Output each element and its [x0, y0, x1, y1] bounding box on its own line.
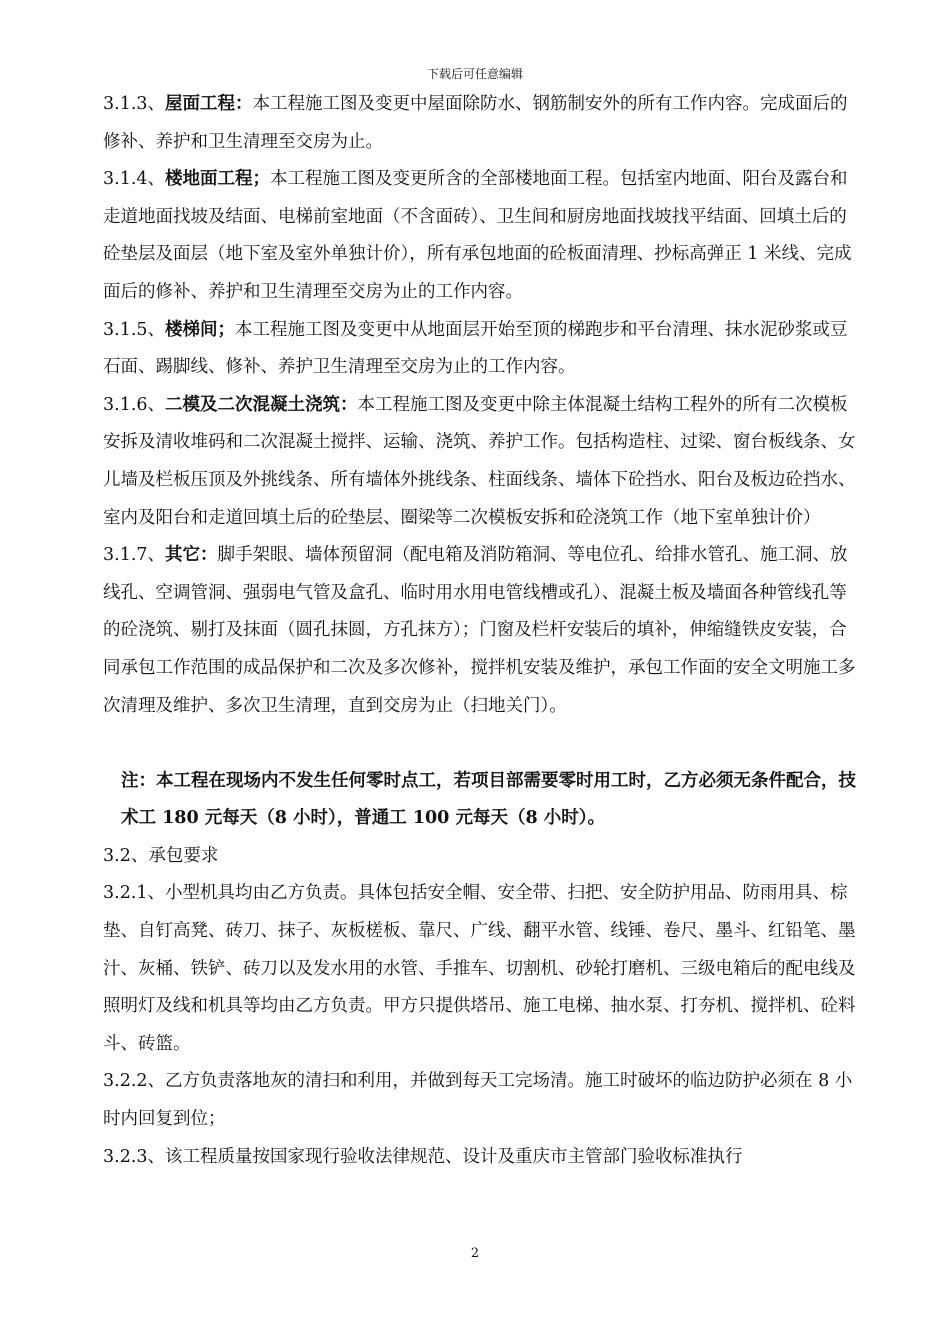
blank-line [103, 725, 863, 763]
clause-title: 二模及二次混凝土浇筑： [165, 394, 358, 415]
clause-text: 本工程施工图及变更中除主体混凝土结构工程外的所有二次模板安拆及清收堆码和二次混凝土搅拌、运输、浇筑、养护工作。包括构造柱、过梁、窗台板线条、女儿墙及栏板压顶及外挑线条、所有墙体外挑线条、柱面线条、墙体下砼挡水、阳台及板边砼挡水、室内及阳台和走道回填土后的砼垫层、圈梁等二次模板安拆和砼浇筑工作（地下室单独计价） [103, 394, 856, 528]
paragraph-3-2-3: 3.2.3、该工程质量按国家现行验收法律规范、设计及重庆市主管部门验收标准执行 [103, 1146, 743, 1167]
paragraph-3-1-7 [103, 537, 863, 725]
section-heading-3-2: 3.2、承包要求 [103, 845, 219, 866]
clause-number: 3.1.7、 [103, 545, 166, 566]
paragraph-3-1-5 [103, 312, 863, 387]
paragraph-3-1-6 [103, 387, 863, 537]
clause-text: 本工程施工图及变更所含的全部楼地面工程。包括室内地面、阳台及露台和走道地面找坡及结面、电梯前室地面（不含面砖）、卫生间和厨房地面找坡找平结面、回填土后的砼垫层及面层（地下室及室外单独计价），所有承包地面的砼板面清理、抄标高弹正 1 米线、完成面后的修补、养护和卫生清理至交房为止的工作内容。 [103, 169, 852, 302]
clause-number: 3.1.4、 [103, 169, 166, 190]
paragraph-3-1-4 [103, 161, 863, 311]
paragraph-3-2-1: 3.2.1、小型机具均由乙方负责。具体包括安全帽、安全带、扫把、安全防护用品、防雨用具、棕垫、自钉高凳、砖刀、抹子、灰板槎板、靠尺、广线、翻平水管、线锤、卷尺、墨斗、红铅笔、墨汁、灰桶、铁铲、砖刀以及发水用的水管、手推车、切割机、砂轮打磨机、三级电箱后的配电线及照明灯及线和机具等均由乙方负责。甲方只提供塔吊、施工电梯、抽水泵、打夯机、搅拌机、砼料斗、砖篮。 [103, 883, 856, 1054]
clause-title: 屋面工程： [165, 94, 253, 114]
note-paragraph: 注：本工程在现场内不发生任何零时点工，若项目部需要零时用工时，乙方必须无条件配合，技术工 180 元每天（8 小时），普通工 100 元每天（8 小时）。 [121, 770, 856, 829]
clause-text: 本工程施工图及变更中从地面层开始至顶的梯跑步和平台清理、抹水泥砂浆或豆石面、踢脚线、修补、养护卫生清理至交房为止的工作内容。 [103, 319, 848, 378]
clause-title: 其它： [165, 545, 218, 566]
clause-number: 3.1.5、 [103, 319, 166, 340]
page-number: 2 [470, 1246, 480, 1261]
page-header: 下载后可任意编辑 [426, 67, 523, 81]
clause-number: 3.1.3、 [103, 94, 166, 114]
clause-title: 楼地面工程； [165, 169, 271, 190]
clause-title: 楼梯间； [165, 319, 236, 340]
clause-text: 本工程施工图及变更中屋面除防水、钢筋制安外的所有工作内容。完成面后的修补、养护和卫生清理至交房为止。 [103, 94, 848, 152]
document-body [103, 86, 863, 1176]
paragraph-3-1-3 [103, 86, 863, 161]
clause-text: 脚手架眼、墙体预留洞（配电箱及消防箱洞、等电位孔、给排水管孔、施工洞、放线孔、空调管洞、强弱电气管及盒孔、临时用水用电管线槽或孔）、混凝土板及墙面各种管线孔等的砼浇筑、剔打及抹面（圆孔抹圆，方孔抹方）；门窗及栏杆安装后的填补，伸缩缝铁皮安装，合同承包工作范围的成品保护和二次及多次修补，搅拌机安装及维护，承包工作面的安全文明施工多次清理及维护、多次卫生清理，直到交房为止（扫地关门）。 [103, 545, 856, 716]
clause-number: 3.1.6、 [103, 394, 166, 415]
paragraph-3-2-2: 3.2.2、乙方负责落地灰的清扫和利用，并做到每天工完场清。施工时破坏的临边防护必须在 8 小时内回复到位； [103, 1071, 853, 1130]
